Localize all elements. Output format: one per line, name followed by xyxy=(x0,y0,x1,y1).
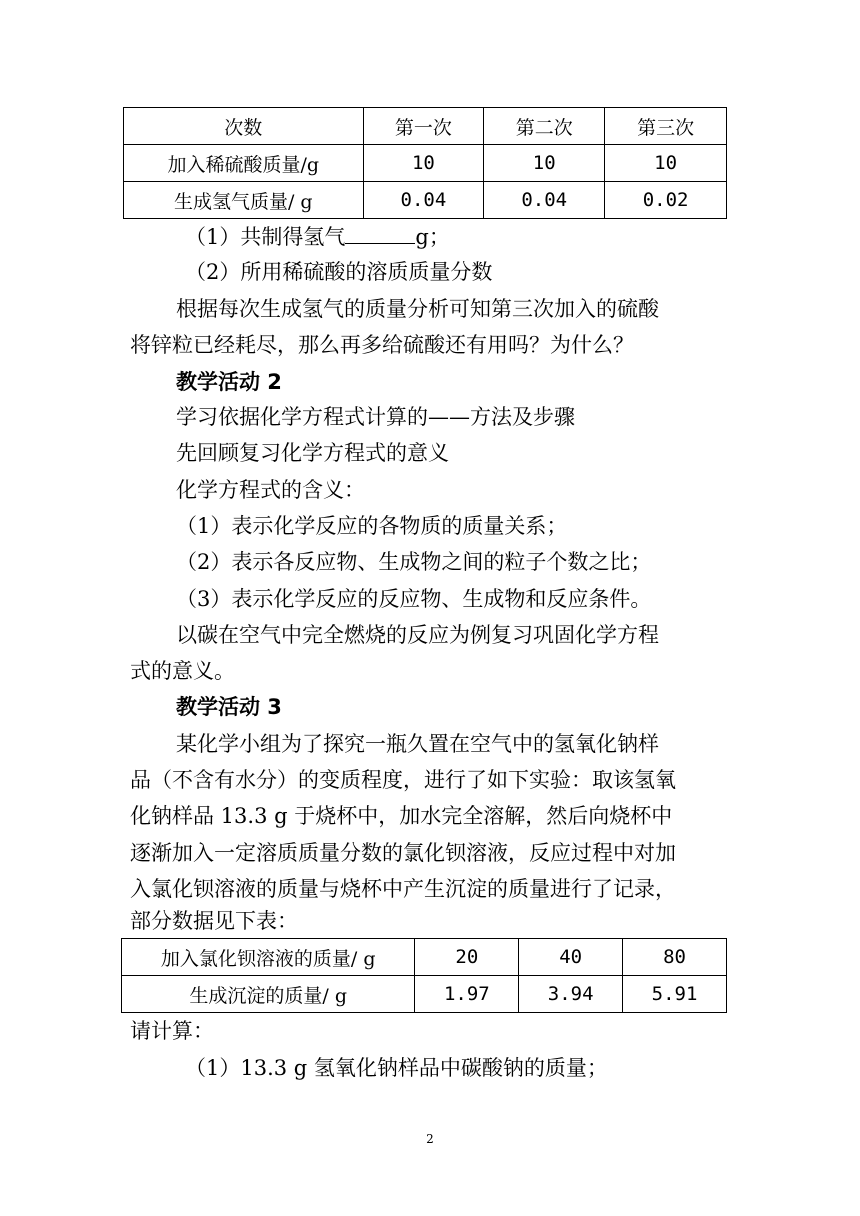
list-item: （1）表示化学反应的各物质的质量关系； xyxy=(176,514,568,538)
table-row xyxy=(124,145,727,182)
question-2: （2）所用稀硫酸的溶质质量分数 xyxy=(185,260,493,284)
table-header-cell: 次数 xyxy=(124,108,364,145)
table-cell: 生成沉淀的质量/ g xyxy=(122,976,415,1013)
table-cell: 10 xyxy=(484,145,605,182)
question-1 xyxy=(185,221,450,253)
paragraph-line: 化钠样品 13.3 g 于烧杯中，加水完全溶解，然后向烧杯中 xyxy=(130,804,673,828)
activity-2-heading: 教学活动 2 xyxy=(176,370,282,394)
table-cell: 生成氢气质量/ g xyxy=(124,182,364,219)
table-cell: 40 xyxy=(519,939,623,976)
table-row xyxy=(122,976,727,1013)
paragraph-line: 化学方程式的含义： xyxy=(176,478,365,502)
activity-3-heading: 教学活动 3 xyxy=(176,695,282,719)
table-cell: 0.04 xyxy=(363,182,484,219)
question-1-prefix: （1）共制得氢气 xyxy=(185,225,346,249)
paragraph-line: 部分数据见下表： xyxy=(130,909,298,933)
table-cell: 加入氯化钡溶液的质量/ g xyxy=(122,939,415,976)
paragraph-line: 请计算： xyxy=(130,1019,214,1043)
page-number: 2 xyxy=(426,1132,434,1146)
paragraph-line: 先回顾复习化学方程式的意义 xyxy=(176,441,449,465)
table-cell: 5.91 xyxy=(623,976,727,1013)
paragraph-line: 入氯化钡溶液的质量与烧杯中产生沉淀的质量进行了记录， xyxy=(130,877,676,901)
paragraph-line: 学习依据化学方程式计算的——方法及步骤 xyxy=(176,405,575,429)
hydrogen-data-table xyxy=(123,107,727,219)
table-cell: 20 xyxy=(415,939,519,976)
table-cell: 3.94 xyxy=(519,976,623,1013)
table-row xyxy=(122,939,727,976)
paragraph-line: 某化学小组为了探究一瓶久置在空气中的氢氧化钠样 xyxy=(176,732,659,756)
table-header-row xyxy=(124,108,727,145)
question-1-suffix: g； xyxy=(415,225,450,249)
table-header-cell: 第三次 xyxy=(605,108,727,145)
table-cell: 80 xyxy=(623,939,727,976)
list-item: （2）表示各反应物、生成物之间的粒子个数之比； xyxy=(176,550,652,574)
paragraph-line: 逐渐加入一定溶质质量分数的氯化钡溶液，反应过程中对加 xyxy=(130,841,676,865)
paragraph-line: 品（不含有水分）的变质程度，进行了如下实验：取该氢氧 xyxy=(130,768,676,792)
table-cell: 10 xyxy=(605,145,727,182)
precipitate-data-table xyxy=(121,938,727,1013)
list-item: （3）表示化学反应的反应物、生成物和反应条件。 xyxy=(176,587,652,611)
paragraph-line: 根据每次生成氢气的质量分析可知第三次加入的硫酸 xyxy=(176,297,659,321)
list-item: （1）13.3 g 氢氧化钠样品中碳酸钠的质量； xyxy=(185,1056,608,1080)
table-cell: 1.97 xyxy=(415,976,519,1013)
paragraph-line: 式的意义。 xyxy=(130,659,235,683)
answer-blank xyxy=(345,221,415,244)
paragraph-line: 以碳在空气中完全燃烧的反应为例复习巩固化学方程 xyxy=(176,623,659,647)
table-header-cell: 第一次 xyxy=(363,108,484,145)
table-cell: 加入稀硫酸质量/g xyxy=(124,145,364,182)
table-cell: 0.04 xyxy=(484,182,605,219)
table-cell: 10 xyxy=(363,145,484,182)
table-cell: 0.02 xyxy=(605,182,727,219)
table-header-cell: 第二次 xyxy=(484,108,605,145)
table-row xyxy=(124,182,727,219)
paragraph-line: 将锌粒已经耗尽，那么再多给硫酸还有用吗？为什么？ xyxy=(130,333,634,357)
